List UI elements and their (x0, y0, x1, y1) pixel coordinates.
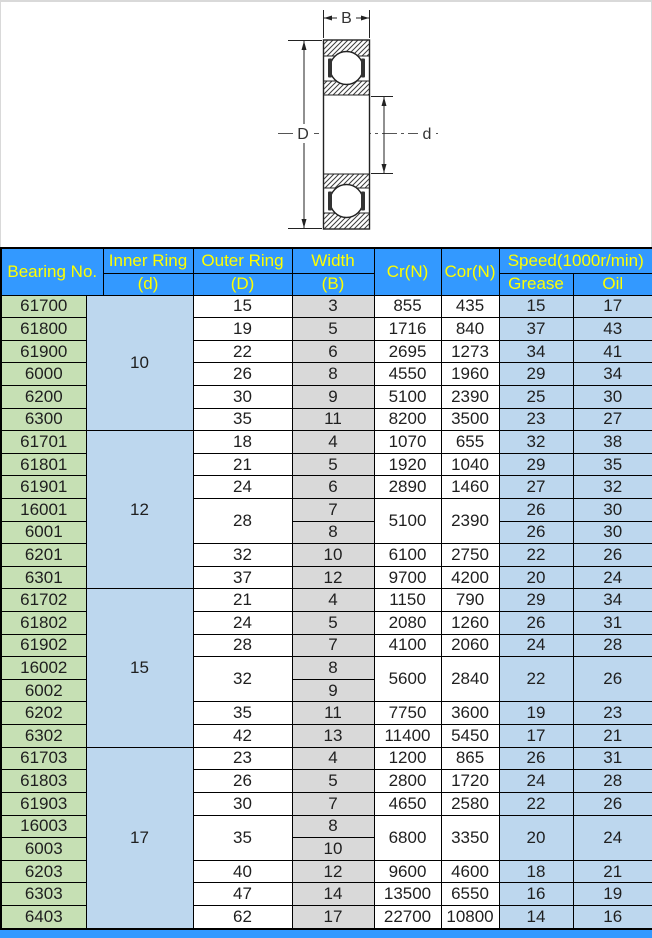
seal-top-left (328, 59, 332, 78)
cell-grease: 26 (499, 612, 573, 635)
cell-cr: 1200 (374, 747, 441, 770)
cell-outer: 62 (193, 905, 292, 929)
cell-cor: 840 (441, 318, 499, 341)
cell-outer: 18 (193, 431, 292, 454)
cell-oil: 30 (573, 385, 652, 408)
cell-oil: 16 (573, 905, 652, 929)
cell-cor: 1960 (441, 363, 499, 386)
cell-cor: 4200 (441, 566, 499, 589)
cell-cr: 1070 (374, 431, 441, 454)
cell-grease: 29 (499, 453, 573, 476)
cell-cr: 2080 (374, 612, 441, 635)
cell-oil: 30 (573, 498, 652, 521)
header-inner-ring-d: (d) (103, 273, 193, 295)
dimension-B-label: B (341, 10, 352, 27)
ball-top (330, 52, 363, 85)
cell-outer: 40 (193, 860, 292, 883)
header-width: Width (292, 248, 374, 273)
cell-inner-ring-d: 17 (86, 747, 193, 929)
cell-width: 11 (292, 702, 374, 725)
cell-cr: 4100 (374, 634, 441, 657)
cell-cor: 10800 (441, 905, 499, 929)
cell-width: 7 (292, 792, 374, 815)
cell-cor: 1040 (441, 453, 499, 476)
cell-outer: 19 (193, 318, 292, 341)
cell-oil: 32 (573, 476, 652, 499)
arrow-D-bottom (302, 219, 307, 228)
cell-outer: 35 (193, 702, 292, 725)
cell-oil: 23 (573, 702, 652, 725)
cell-outer: 24 (193, 476, 292, 499)
cell-grease: 23 (499, 408, 573, 431)
table-row (1, 589, 652, 612)
cell-width: 7 (292, 634, 374, 657)
cell-bearing-no: 6000 (1, 363, 86, 386)
cell-grease: 17 (499, 725, 573, 748)
header-bearing-no: Bearing No. (1, 248, 103, 295)
cell-cor: 6550 (441, 883, 499, 906)
cell-cr: 9600 (374, 860, 441, 883)
cell-bearing-no: 61801 (1, 453, 86, 476)
cell-outer: 37 (193, 566, 292, 589)
cell-oil: 34 (573, 363, 652, 386)
arrow-B-left (324, 16, 332, 21)
cell-outer: 22 (193, 340, 292, 363)
cell-bearing-no: 6001 (1, 521, 86, 544)
cell-grease: 26 (499, 498, 573, 521)
cell-width: 3 (292, 295, 374, 318)
table-row (1, 747, 652, 770)
cell-bearing-no: 16002 (1, 657, 86, 680)
cell-bearing-no: 6301 (1, 566, 86, 589)
cell-cor: 3600 (441, 702, 499, 725)
cell-outer: 21 (193, 589, 292, 612)
cell-width: 10 (292, 544, 374, 567)
dimension-D-label: D (297, 126, 309, 143)
header-oil: Oil (573, 273, 652, 295)
cell-oil: 28 (573, 634, 652, 657)
cell-grease: 16 (499, 883, 573, 906)
cell-grease: 14 (499, 905, 573, 929)
cell-oil: 38 (573, 431, 652, 454)
cell-width: 12 (292, 566, 374, 589)
cell-grease: 24 (499, 634, 573, 657)
cell-oil: 21 (573, 725, 652, 748)
cell-width: 5 (292, 453, 374, 476)
cell-grease: 24 (499, 770, 573, 793)
cell-cr: 2695 (374, 340, 441, 363)
cell-cr: 2800 (374, 770, 441, 793)
cell-cr: 2890 (374, 476, 441, 499)
cell-bearing-no: 61901 (1, 476, 86, 499)
cell-bearing-no: 6203 (1, 860, 86, 883)
cell-outer: 26 (193, 770, 292, 793)
cell-outer: 23 (193, 747, 292, 770)
cell-outer: 35 (193, 815, 292, 860)
cell-inner-ring-d: 12 (86, 431, 193, 589)
cell-oil: 26 (573, 657, 652, 702)
arrow-B-right (361, 16, 369, 21)
cell-outer: 42 (193, 725, 292, 748)
cell-cr: 4650 (374, 792, 441, 815)
arrow-d-bottom (382, 164, 387, 173)
cell-oil: 30 (573, 521, 652, 544)
cell-cor: 4600 (441, 860, 499, 883)
cell-cr: 9700 (374, 566, 441, 589)
cell-cor: 790 (441, 589, 499, 612)
cell-width: 8 (292, 657, 374, 680)
cell-bearing-no: 6303 (1, 883, 86, 906)
cell-cor: 865 (441, 747, 499, 770)
cell-width: 13 (292, 725, 374, 748)
cell-oil: 17 (573, 295, 652, 318)
cell-grease: 25 (499, 385, 573, 408)
cell-outer: 28 (193, 498, 292, 543)
cell-width: 9 (292, 385, 374, 408)
cell-width: 8 (292, 363, 374, 386)
cell-cor: 655 (441, 431, 499, 454)
cell-cor: 2750 (441, 544, 499, 567)
cell-outer: 21 (193, 453, 292, 476)
cell-bearing-no: 16001 (1, 498, 86, 521)
cell-bearing-no: 61702 (1, 589, 86, 612)
cell-cr: 6100 (374, 544, 441, 567)
cell-cor: 1720 (441, 770, 499, 793)
cell-width: 4 (292, 589, 374, 612)
cell-oil: 41 (573, 340, 652, 363)
cell-cor: 5450 (441, 725, 499, 748)
cell-cr: 1920 (374, 453, 441, 476)
cell-width: 6 (292, 476, 374, 499)
cell-bearing-no: 16003 (1, 815, 86, 838)
cell-width: 8 (292, 521, 374, 544)
cell-bearing-no: 6302 (1, 725, 86, 748)
cell-bearing-no: 6202 (1, 702, 86, 725)
cell-outer: 32 (193, 544, 292, 567)
cell-bearing-no: 61902 (1, 634, 86, 657)
cell-cor: 1460 (441, 476, 499, 499)
cell-oil: 24 (573, 566, 652, 589)
cell-cor: 2580 (441, 792, 499, 815)
cell-outer: 32 (193, 657, 292, 702)
cell-outer: 30 (193, 385, 292, 408)
cell-grease: 32 (499, 431, 573, 454)
cell-width: 5 (292, 612, 374, 635)
cell-width: 4 (292, 431, 374, 454)
cell-grease: 22 (499, 792, 573, 815)
cell-cr: 7750 (374, 702, 441, 725)
cell-cor: 2390 (441, 498, 499, 543)
cell-oil: 24 (573, 815, 652, 860)
header-width-b: (B) (292, 273, 374, 295)
header-outer-ring: Outer Ring (193, 248, 292, 273)
cell-bearing-no: 6003 (1, 838, 86, 861)
cell-grease: 19 (499, 702, 573, 725)
cell-width: 4 (292, 747, 374, 770)
cell-grease: 34 (499, 340, 573, 363)
cell-grease: 29 (499, 363, 573, 386)
cell-bearing-no: 6201 (1, 544, 86, 567)
table-body (1, 295, 652, 929)
cell-inner-ring-d: 10 (86, 295, 193, 431)
seal-top-right (361, 59, 365, 78)
cell-width: 7 (292, 498, 374, 521)
cell-oil: 28 (573, 770, 652, 793)
cell-bearing-no: 61802 (1, 612, 86, 635)
cell-grease: 22 (499, 657, 573, 702)
cell-bearing-no: 61803 (1, 770, 86, 793)
cell-width: 5 (292, 770, 374, 793)
cell-width: 9 (292, 679, 374, 702)
cell-oil: 31 (573, 747, 652, 770)
cell-cr: 4550 (374, 363, 441, 386)
cell-cr: 6800 (374, 815, 441, 860)
arrow-d-top (382, 97, 387, 106)
cell-oil: 19 (573, 883, 652, 906)
header-inner-ring: Inner Ring (103, 248, 193, 273)
cell-oil: 26 (573, 544, 652, 567)
cell-bearing-no: 6002 (1, 679, 86, 702)
bearing-table (0, 247, 652, 930)
cell-cor: 2060 (441, 634, 499, 657)
cell-cr: 5100 (374, 498, 441, 543)
cell-grease: 27 (499, 476, 573, 499)
cell-width: 17 (292, 905, 374, 929)
cell-width: 14 (292, 883, 374, 906)
cell-outer: 28 (193, 634, 292, 657)
cell-cr: 11400 (374, 725, 441, 748)
cell-cor: 2840 (441, 657, 499, 702)
header-cr: Cr(N) (374, 248, 441, 295)
cell-width: 8 (292, 815, 374, 838)
cell-cr: 5100 (374, 385, 441, 408)
cell-outer: 15 (193, 295, 292, 318)
cell-oil: 43 (573, 318, 652, 341)
cell-grease: 22 (499, 544, 573, 567)
cell-oil: 31 (573, 612, 652, 635)
cell-grease: 29 (499, 589, 573, 612)
arrow-D-top (302, 41, 307, 50)
cell-grease: 20 (499, 815, 573, 860)
cell-inner-ring-d: 15 (86, 589, 193, 747)
cell-bearing-no: 61703 (1, 747, 86, 770)
cell-outer: 26 (193, 363, 292, 386)
cell-cr: 8200 (374, 408, 441, 431)
cell-cor: 2390 (441, 385, 499, 408)
dimension-d (371, 97, 393, 174)
cell-cr: 1716 (374, 318, 441, 341)
header-cor: Cor(N) (441, 248, 499, 295)
dimension-d-label: d (422, 126, 432, 143)
table-row (1, 431, 652, 454)
cell-grease: 18 (499, 860, 573, 883)
cell-oil: 34 (573, 589, 652, 612)
cell-outer: 24 (193, 612, 292, 635)
cell-grease: 15 (499, 295, 573, 318)
header-outer-ring-d: (D) (193, 273, 292, 295)
cell-cor: 3350 (441, 815, 499, 860)
cell-bearing-no: 6403 (1, 905, 86, 929)
cell-cor: 1273 (441, 340, 499, 363)
cell-cor: 3500 (441, 408, 499, 431)
cell-bearing-no: 6200 (1, 385, 86, 408)
cell-bearing-no: 61700 (1, 295, 86, 318)
cell-oil: 21 (573, 860, 652, 883)
cell-grease: 26 (499, 747, 573, 770)
cell-cr: 22700 (374, 905, 441, 929)
seal-bottom-left (328, 192, 332, 211)
header-speed: Speed(1000r/min) (499, 248, 652, 273)
table-row (1, 295, 652, 318)
seal-bottom-right (361, 192, 365, 211)
cell-outer: 35 (193, 408, 292, 431)
cell-cr: 1150 (374, 589, 441, 612)
cell-outer: 47 (193, 883, 292, 906)
cell-oil: 27 (573, 408, 652, 431)
cell-width: 11 (292, 408, 374, 431)
cell-cor: 1260 (441, 612, 499, 635)
ball-bottom (330, 185, 363, 218)
bottom-bar (0, 930, 652, 938)
cell-cr: 5600 (374, 657, 441, 702)
header-grease: Grease (499, 273, 573, 295)
cell-grease: 20 (499, 566, 573, 589)
cell-width: 10 (292, 838, 374, 861)
cell-bearing-no: 6300 (1, 408, 86, 431)
cell-bearing-no: 61903 (1, 792, 86, 815)
cell-bearing-no: 61800 (1, 318, 86, 341)
cell-grease: 37 (499, 318, 573, 341)
cell-bearing-no: 61701 (1, 431, 86, 454)
bearing-diagram-svg (1, 2, 651, 246)
cell-bearing-no: 61900 (1, 340, 86, 363)
cell-cr: 855 (374, 295, 441, 318)
cell-width: 12 (292, 860, 374, 883)
cell-outer: 30 (193, 792, 292, 815)
bearing-diagram (0, 0, 652, 247)
cell-grease: 26 (499, 521, 573, 544)
cell-oil: 35 (573, 453, 652, 476)
cell-oil: 26 (573, 792, 652, 815)
cell-width: 6 (292, 340, 374, 363)
cell-cor: 435 (441, 295, 499, 318)
cell-width: 5 (292, 318, 374, 341)
cell-cr: 13500 (374, 883, 441, 906)
